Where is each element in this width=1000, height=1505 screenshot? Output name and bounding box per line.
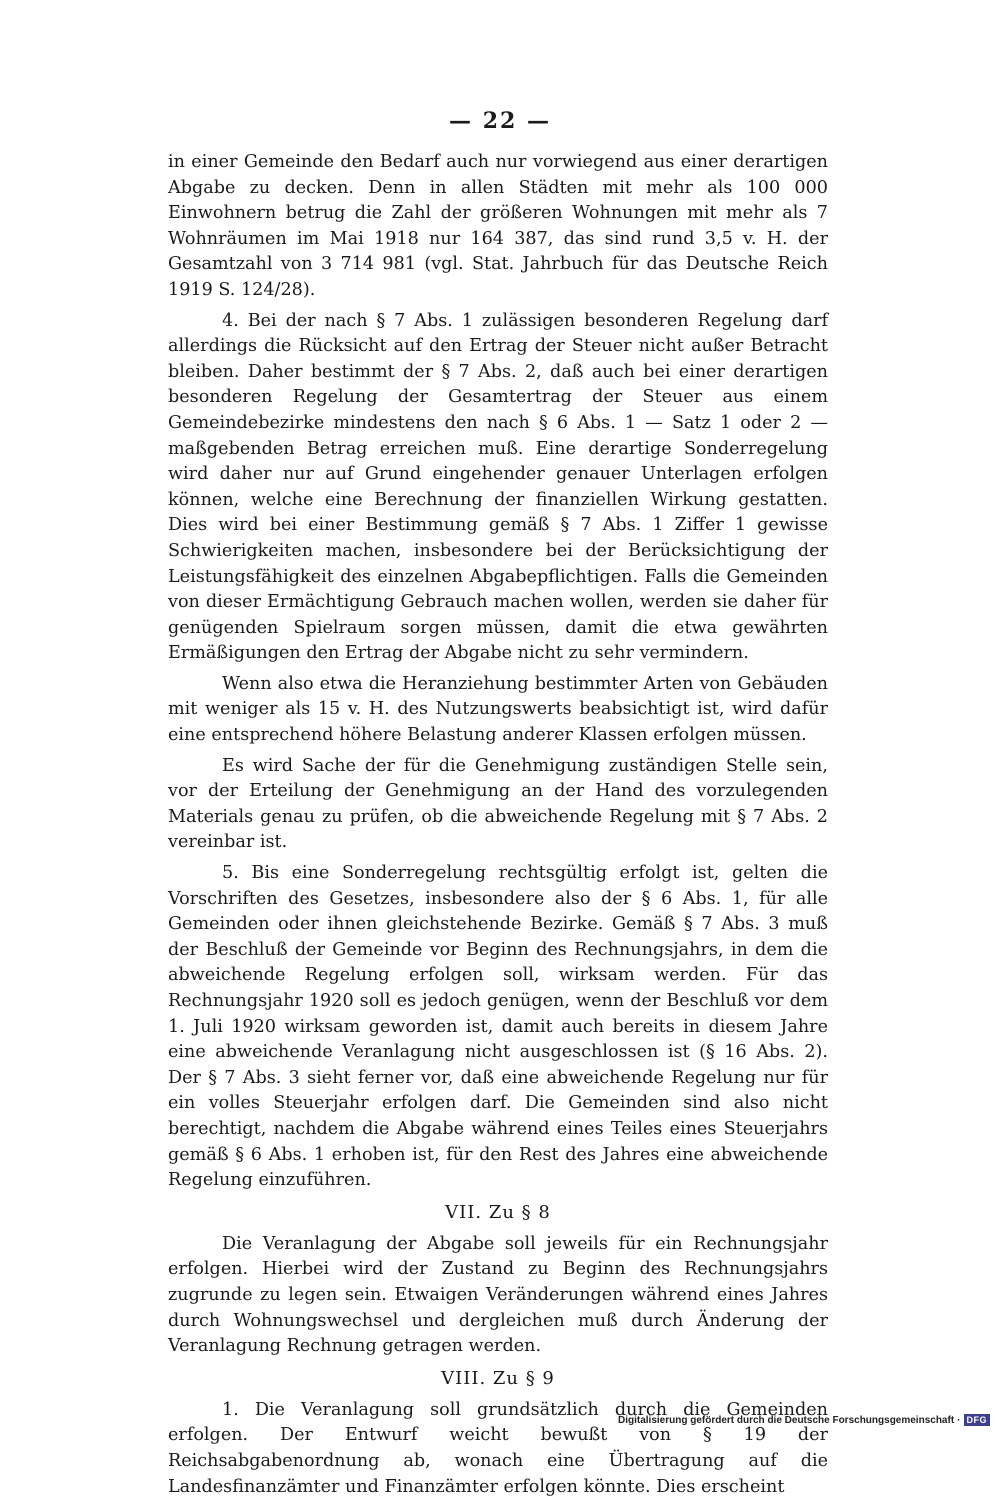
paragraph-4: 4. Bei der nach § 7 Abs. 1 zulässigen besonderen Regelung darf allerdings die Rücksicht auf den Ertrag der Steuer nicht außer Betracht bleiben. Daher bestimmt der § 7 Abs. 2, daß auch bei einer derartigen besonderen Regelung der Gesamtertrag der Steuer aus einem Gemeindebezirke mindestens den nach § 6 Abs. 1 — Satz 1 oder 2 — maßgebenden Betrag erreichen muß. Eine derartige Sonderregelung wird daher nur auf Grund eingehender genauer Unterlagen erfolgen können, welche eine Berechnung der finanziellen Wirkung gestatten. Dies wird bei einer Bestimmung gemäß § 7 Abs. 1 Ziffer 1 gewisse Schwierigkeiten machen, insbesondere bei der Berücksichtigung der Leistungsfähigkeit des einzelnen Abgabepflichtigen. Falls die Gemeinden von dieser Ermächtigung Gebrauch machen wollen, werden sie daher für genügenden Spielraum sorgen müssen, damit die etwa gewährten Ermäßigungen den Ertrag der Abgabe nicht zu sehr vermindern. [168, 310, 828, 664]
paragraph-genehmigung: Es wird Sache der für die Genehmigung zuständigen Stelle sein, vor der Erteilung der Genehmigung an der Hand des vorzulegenden Materials genau zu prüfen, ob die abweichende Regelung mit § 7 Abs. 2 vereinbar ist. [168, 755, 828, 853]
page-number: — 22 — [449, 108, 551, 134]
paragraph-heranziehung: Wenn also etwa die Heranziehung bestimmter Arten von Gebäuden mit weniger als 15 v. H. des Nutzungswerts beabsichtigt ist, wird dafür eine entsprechend höhere Belastung anderer Klassen erfolgen müssen. [168, 673, 828, 746]
dfg-logo-icon: DFG [964, 1414, 991, 1426]
text-body [168, 150, 828, 1505]
digitization-footer: Digitalisierung gefördert durch die Deutsche Forschungsgemeinschaft · DFG [618, 1414, 990, 1426]
paragraph-5: 5. Bis eine Sonderregelung rechtsgültig erfolgt ist, gelten die Vorschriften des Gesetzes, insbesondere also der § 6 Abs. 1, für alle Gemeinden oder ihnen gleichstehende Bezirke. Gemäß § 7 Abs. 3 muß der Beschluß der Gemeinde vor Beginn des Rechnungsjahrs, in dem die abweichende Regelung erfolgen soll, wirksam werden. Für das Rechnungsjahr 1920 soll es jedoch genügen, wenn der Beschluß vor dem 1. Juli 1920 wirksam geworden ist, damit auch bereits in diesem Jahre eine abweichende Veranlagung nicht ausgeschlossen ist (§ 16 Abs. 2). Der § 7 Abs. 3 sieht ferner vor, daß eine abweichende Regelung nur für ein volles Steuerjahr erfolgen darf. Die Gemeinden sind also nicht berechtigt, nachdem die Abgabe während eines Teiles eines Steuerjahrs gemäß § 6 Abs. 1 erhoben ist, für den Rest des Jahres eine abweichende Regelung einzuführen. [168, 863, 828, 1191]
section-heading-vii: VII. Zu § 8 [445, 1201, 551, 1223]
section-vii-paragraph: Die Veranlagung der Abgabe soll jeweils für ein Rechnungsjahr erfolgen. Hierbei wird der Zustand zu Beginn des Rechnungsjahrs zugrunde zu legen sein. Etwaigen Veränderungen während eines Jahres durch Wohnungswechsel und dergleichen muß durch Änderung der Veranlagung Rechnung getragen werden. [168, 1233, 828, 1357]
section-heading-viii: VIII. Zu § 9 [441, 1367, 555, 1389]
paragraph-continuation: in einer Gemeinde den Bedarf auch nur vorwiegend aus einer derartigen Abgabe zu decken. Denn in allen Städten mit mehr als 100 000 Einwohnern betrug die Zahl der größeren Wohnungen mit mehr als 7 Wohnräumen im Mai 1918 nur 164 387, das sind rund 3,5 v. H. der Gesamtzahl von 3 714 981 (vgl. Stat. Jahrbuch für das Deutsche Reich 1919 S. 124/28). [168, 152, 828, 300]
footer-text: Digitalisierung gefördert durch die Deutsche Forschungsgemeinschaft [617, 1414, 955, 1426]
section-viii-paragraph: 1. Die Veranlagung soll grundsätzlich durch die Gemeinden erfolgen. Der Entwurf weicht bewußt von § 19 der Reichsabgabenordnung ab, wonach eine Übertragung auf die Landesfinanzämter und Finanzämter erfolgen könnte. Dies erscheint [168, 1399, 828, 1497]
